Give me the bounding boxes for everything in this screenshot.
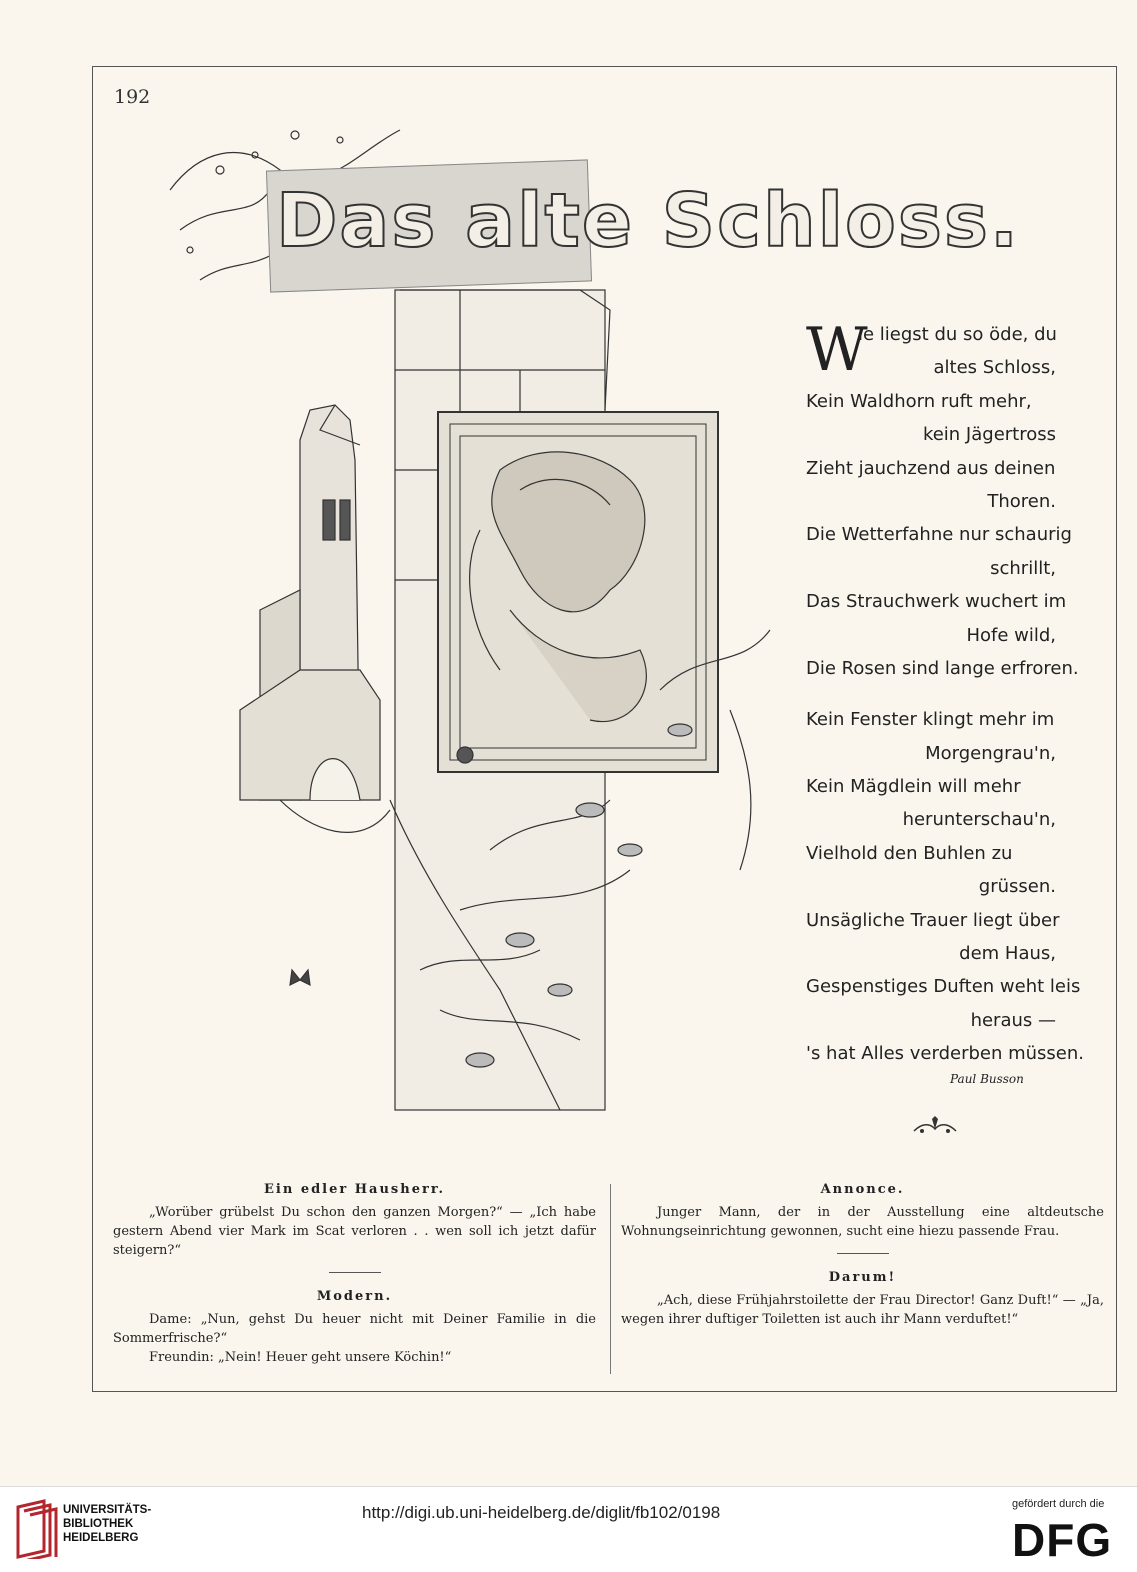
poem-line-text: Das Strauchwerk wuchert im xyxy=(806,591,1067,613)
poem-line-text: Zieht jauchzend aus deinen xyxy=(806,457,1056,479)
section-separator xyxy=(837,1253,889,1254)
poem-line xyxy=(806,770,1064,803)
column-divider xyxy=(610,1184,611,1374)
library-logo-icon[interactable] xyxy=(14,1499,58,1559)
poem-line xyxy=(806,485,1064,518)
poem-line-text: Die Wetterfahne nur schaurig xyxy=(806,524,1072,546)
poem-line-text: heraus — xyxy=(970,1009,1056,1031)
poem-line-text: Die Rosen sind lange erfroren. xyxy=(806,657,1079,679)
poem-line xyxy=(806,703,1064,736)
poem-line-text: grüssen. xyxy=(978,876,1056,898)
poem xyxy=(806,315,1084,1071)
poem-line-text: dem Haus, xyxy=(959,943,1056,965)
section-separator xyxy=(329,1272,381,1273)
poem-line xyxy=(806,970,1081,1003)
right-column xyxy=(621,1180,1104,1329)
poem-line-text: altes Schloss, xyxy=(933,357,1056,379)
library-name-line: UNIVERSITÄTS- xyxy=(63,1504,152,1516)
page-url[interactable]: http://digi.ub.uni-heidelberg.de/diglit/fb102/0198 xyxy=(362,1503,721,1522)
poem-line-text: Vielhold den Buhlen zu xyxy=(806,842,1013,864)
library-name[interactable] xyxy=(63,1503,151,1545)
poem-line-text: Kein Waldhorn ruft mehr, xyxy=(806,390,1032,412)
poem-line xyxy=(806,937,1064,970)
section-paragraph: Junger Mann, der in der Ausstellung eine altdeutsche Wohnungseinrichtung gewonnen, sucht eine hiezu passende Frau. xyxy=(621,1205,1104,1239)
library-name-line: BIBLIOTHEK xyxy=(63,1518,134,1530)
poem-line-text: kein Jägertross xyxy=(922,424,1056,446)
poem-line xyxy=(806,652,1079,685)
poem-line xyxy=(806,552,1064,585)
poem-line-text: Morgengrau'n, xyxy=(925,742,1056,764)
funded-by-label: gefördert durch die xyxy=(1012,1498,1105,1510)
library-name-line: HEIDELBERG xyxy=(63,1532,139,1544)
drop-cap: W xyxy=(806,315,868,385)
section-heading: Modern. xyxy=(316,1289,393,1304)
fleuron-ornament xyxy=(912,1115,958,1137)
left-column xyxy=(113,1180,596,1367)
poem-author: Paul Busson xyxy=(950,1072,1024,1086)
poem-line xyxy=(806,737,1064,770)
section-heading: Darum! xyxy=(828,1270,897,1285)
poem-line-text: Kein Mägdlein will mehr xyxy=(806,776,1021,798)
poem-line xyxy=(806,385,1064,418)
poem-line xyxy=(806,837,1064,870)
page-number: 192 xyxy=(114,86,151,108)
poem-line-text: Unsägliche Trauer liegt über xyxy=(806,909,1060,931)
footer-bar xyxy=(0,1486,1137,1572)
stanza-gap xyxy=(806,685,1064,703)
poem-line xyxy=(806,870,1064,903)
poem-line-text: schrillt, xyxy=(990,557,1056,579)
section-paragraph: Freundin: „Nein! Heuer geht unsere Köchin!“ xyxy=(149,1350,452,1365)
poem-line xyxy=(806,585,1067,618)
poem-line-text: ie liegst du so öde, du xyxy=(858,324,1057,345)
poem-line-text: Hofe wild, xyxy=(966,624,1056,646)
poem-line-text: herunterschau'n, xyxy=(902,809,1056,831)
poem-line xyxy=(806,452,1064,485)
poem-line xyxy=(806,619,1064,652)
poem-line-text: Kein Fenster klingt mehr im xyxy=(806,709,1055,731)
dfg-logo[interactable]: DFG xyxy=(1012,1514,1113,1566)
section-heading: Ein edler Hausherr. xyxy=(264,1182,445,1197)
poem-line xyxy=(806,418,1064,451)
section-heading: Annonce. xyxy=(820,1182,905,1197)
section-paragraph: „Worüber grübelst Du schon den ganzen Morgen?“ — „Ich habe gestern Abend vier Mark im Scat verloren . . wen soll ich jetzt dafür steigern?“ xyxy=(113,1205,596,1258)
poem-line xyxy=(806,803,1064,836)
section-paragraph: Dame: „Nun, gehst Du heuer nicht mit Deiner Familie in die Sommerfrische?“ xyxy=(113,1312,596,1346)
poem-line-text: Gespenstiges Duften weht leis xyxy=(806,976,1081,998)
poem-line xyxy=(806,1004,1064,1037)
section-paragraph: „Ach, diese Frühjahrstoilette der Frau Director! Ganz Duft!“ — „Ja, wegen ihrer duftiger Toiletten ist auch ihr Mann verduftet!“ xyxy=(621,1293,1104,1327)
page-title: Das alte Schloss. xyxy=(276,178,1021,264)
poem-line xyxy=(806,904,1064,937)
poem-line xyxy=(806,518,1072,551)
poem-line-text: Thoren. xyxy=(987,490,1056,512)
poem-line xyxy=(806,1037,1084,1070)
poem-line-text: 's hat Alles verderben müssen. xyxy=(806,1043,1084,1065)
